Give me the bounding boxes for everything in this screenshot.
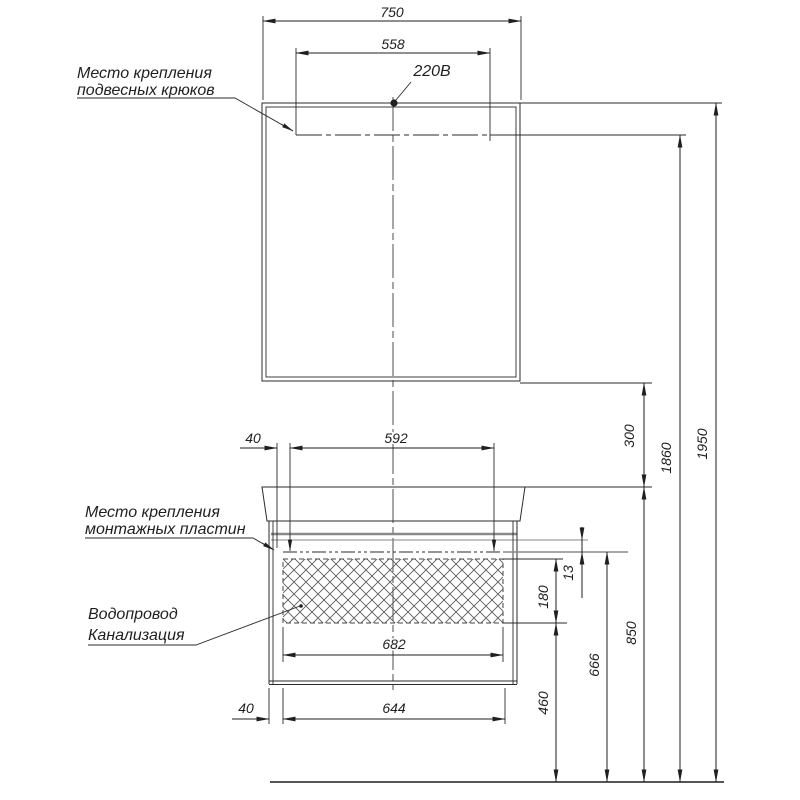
dim-text-300: 300 xyxy=(621,424,637,448)
mirror-outer-frame xyxy=(262,103,520,381)
dim-180 xyxy=(535,559,556,623)
mirror-inner-frame xyxy=(266,107,516,377)
label-hooks xyxy=(77,65,293,131)
dim-text-750: 750 xyxy=(380,4,404,20)
leader-hooks xyxy=(77,98,293,131)
label-plates-line2: монтажных пластин xyxy=(85,521,246,538)
dim-1950 xyxy=(694,103,716,782)
dim-text-1950: 1950 xyxy=(694,428,710,460)
dim-40-bottom xyxy=(232,700,269,719)
dim-558 xyxy=(296,36,490,53)
label-hooks-line1: Место крепления xyxy=(77,65,212,82)
label-hooks-line2: подвесных крюков xyxy=(77,82,215,99)
dim-1860 xyxy=(658,135,680,782)
dim-460 xyxy=(535,623,556,782)
dim-644 xyxy=(283,700,505,719)
mirror xyxy=(262,103,520,381)
label-plates xyxy=(85,504,274,550)
dim-text-558: 558 xyxy=(381,36,405,52)
leader-plates xyxy=(85,538,272,549)
leader-water-end-dot xyxy=(299,604,303,608)
label-water xyxy=(88,604,303,645)
dim-text-682: 682 xyxy=(382,636,406,652)
dim-40-top xyxy=(240,430,277,448)
dim-text-1860: 1860 xyxy=(658,442,674,474)
dim-13 xyxy=(560,527,582,598)
leader-power xyxy=(396,82,411,100)
dim-850 xyxy=(623,487,644,782)
label-water-line1: Водопровод xyxy=(88,606,178,623)
label-power xyxy=(390,63,451,107)
label-plates-line1: Место крепления xyxy=(85,504,220,521)
dim-text-180: 180 xyxy=(535,585,551,609)
power-point-dot xyxy=(390,99,397,106)
dim-592 xyxy=(290,430,494,448)
utility-hatch-area xyxy=(283,559,503,623)
label-water-line2: Канализация xyxy=(88,627,185,644)
basin-profile xyxy=(262,487,525,521)
dim-750 xyxy=(263,4,521,21)
dim-text-40-top: 40 xyxy=(245,430,261,446)
leader-plates-arrow xyxy=(262,543,274,550)
dim-text-40-bottom: 40 xyxy=(238,700,254,716)
dim-text-666: 666 xyxy=(586,653,602,677)
dim-text-644: 644 xyxy=(382,700,406,716)
leader-hooks-arrow xyxy=(281,124,293,131)
dim-666 xyxy=(586,552,607,782)
dim-text-13: 13 xyxy=(560,565,576,581)
dim-text-592: 592 xyxy=(384,430,408,446)
dim-text-460: 460 xyxy=(535,691,551,715)
dim-300 xyxy=(621,383,644,487)
label-power-text: 220В xyxy=(413,63,451,80)
dim-text-850: 850 xyxy=(623,621,639,645)
